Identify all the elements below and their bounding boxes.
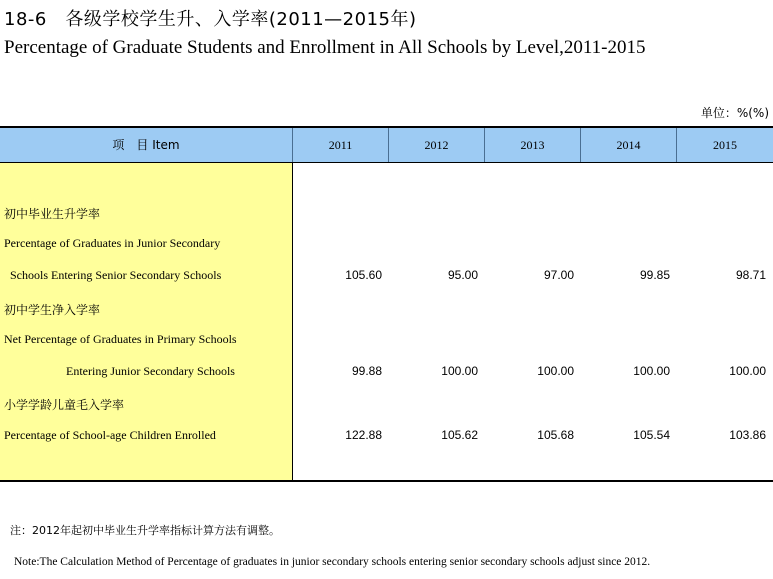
table-header xyxy=(0,128,773,162)
table-bottom-rule xyxy=(0,480,773,482)
table-cell-value: 97.00 xyxy=(543,268,574,282)
table-cell-value: 122.88 xyxy=(345,428,382,442)
header-year-2011: 2011 xyxy=(328,138,353,152)
header-year-2015: 2015 xyxy=(713,138,737,152)
table-cell-value: 105.60 xyxy=(345,268,382,282)
table-cell-value: 105.62 xyxy=(441,428,478,442)
row-label-en: Entering Junior Secondary Schools xyxy=(66,364,235,378)
footnote-english: Note:The Calculation Method of Percentage of graduates in junior secondary schools entering senior secondary schools adjust since 2012. xyxy=(14,556,651,568)
table-cell-value: 99.88 xyxy=(351,364,382,378)
page-title-chinese: 18-6 各级学校学生升、入学率(2011—2015年) xyxy=(4,9,417,30)
table-cell-value: 103.86 xyxy=(729,428,766,442)
table-cell-value: 100.00 xyxy=(441,364,478,378)
table-cell-value: 95.00 xyxy=(447,268,478,282)
table-cell-value: 99.85 xyxy=(639,268,670,282)
unit-label: 单位：%(%) xyxy=(700,106,769,120)
row-label-cn: 初中学生净入学率 xyxy=(4,303,101,317)
row-label-en: Net Percentage of Graduates in Primary Schools xyxy=(4,332,237,346)
table-cell-value: 100.00 xyxy=(633,364,670,378)
table-cell-value: 100.00 xyxy=(729,364,766,378)
header-year-2014: 2014 xyxy=(616,138,641,152)
row-label-en: Percentage of Graduates in Junior Secondary xyxy=(4,236,221,250)
row-label-en: Percentage of School-age Children Enrolled xyxy=(4,428,216,442)
page-title-english: Percentage of Graduate Students and Enrollment in All Schools by Level,2011-2015 xyxy=(4,37,646,58)
header-item: 项 目 Item xyxy=(112,138,180,152)
row-label-en: Schools Entering Senior Secondary Schools xyxy=(10,268,222,282)
table-cell-value: 105.68 xyxy=(537,428,574,442)
header-year-2013: 2013 xyxy=(520,138,545,152)
header-year-2012: 2012 xyxy=(424,138,449,152)
table-cell-value: 98.71 xyxy=(735,268,766,282)
row-label-cn: 初中毕业生升学率 xyxy=(4,207,101,221)
row-label-cn: 小学学龄儿童毛入学率 xyxy=(4,398,125,412)
table-cell-value: 105.54 xyxy=(633,428,670,442)
table-cell-value: 100.00 xyxy=(537,364,574,378)
footnote-chinese: 注：2012年起初中毕业生升学率指标计算方法有调整。 xyxy=(10,524,280,537)
